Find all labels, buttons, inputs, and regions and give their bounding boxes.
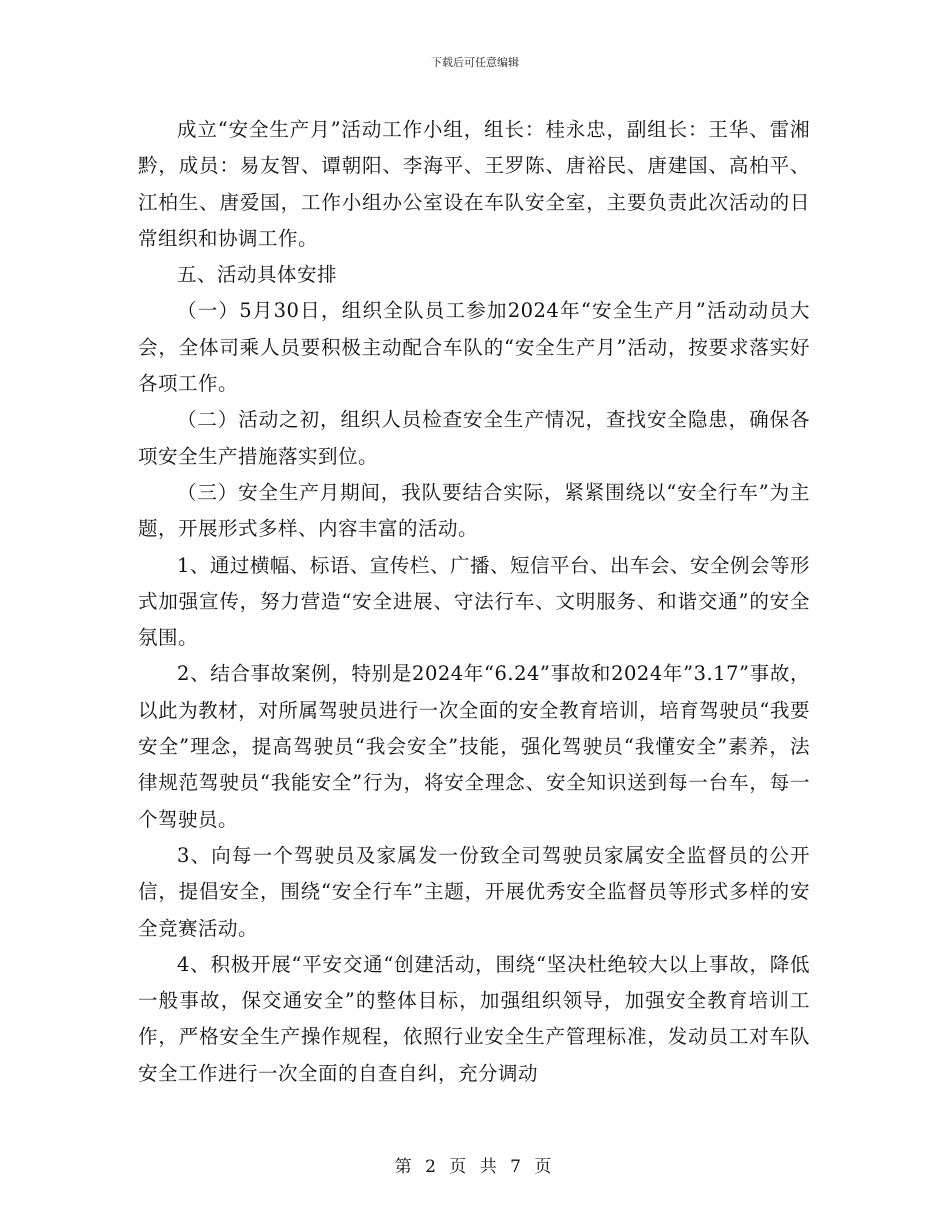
paragraph-item-3: （三）安全生产月期间，我队要结合实际，紧紧围绕以“安全行车”为主题，开展形式多样、内容丰富的活动。 <box>138 480 810 541</box>
paragraph-subitem-2: 2、结合事故案例，特别是2024年“6.24”事故和2024年”3.17”事故，以此为教材，对所属驾驶员进行一次全面的安全教育培训，培育驾驶员“我要安全”理念，提高驾驶员“我会安全”技能，强化驾驶员“我懂安全”素养，法律规范驾驶员“我能安全”行为，将安全理念、安全知识送到每一台车，每一个驾驶员。 <box>138 662 810 831</box>
document-body <box>138 112 810 1092</box>
paragraph-subitem-4: 4、积极开展“平安交通“创建活动，围绕“坚决杜绝较大以上事故，降低一般事故，保交通安全”的整体目标，加强组织领导，加强安全教育培训工作，严格安全生产操作规程，依照行业安全生产管理标准，发动员工对车队安全工作进行一次全面的自查自纠，充分调动 <box>138 952 810 1085</box>
paragraph-subitem-1: 1、通过横幅、标语、宣传栏、广播、短信平台、出车会、安全例会等形式加强宣传，努力营造“安全进展、守法行车、文明服务、和谐交通”的安全氛围。 <box>138 553 810 650</box>
paragraph-item-2: （二）活动之初，组织人员检查安全生产情况，查找安全隐患，确保各项安全生产措施落实到位。 <box>138 408 810 468</box>
page-number-footer: 第 2 页 共 7 页 <box>394 1157 556 1177</box>
paragraph-subitem-3: 3、向每一个驾驶员及家属发一份致全司驾驶员家属安全监督员的公开信，提倡安全，围绕“安全行车”主题，开展优秀安全监督员等形式多样的安全竞赛活动。 <box>138 843 810 940</box>
section-heading-activity-arrangement: 五、活动具体安排 <box>177 263 338 287</box>
paragraph-working-group: 成立“安全生产月”活动工作小组，组长：桂永忠，副组长：王华、雷湘黔，成员：易友智、谭朝阳、李海平、王罗陈、唐裕民、唐建国、高柏平、江柏生、唐爱国，工作小组办公室设在车队安全室，主要负责此次活动的日常组织和协调工作。 <box>138 118 810 250</box>
paragraph-item-1: （一）5月30日，组织全队员工参加2024年“安全生产月”活动动员大会，全体司乘人员要积极主动配合车队的“安全生产月”活动，按要求落实好各项工作。 <box>138 299 810 396</box>
page-header: 下载后可任意编辑 <box>431 56 519 69</box>
